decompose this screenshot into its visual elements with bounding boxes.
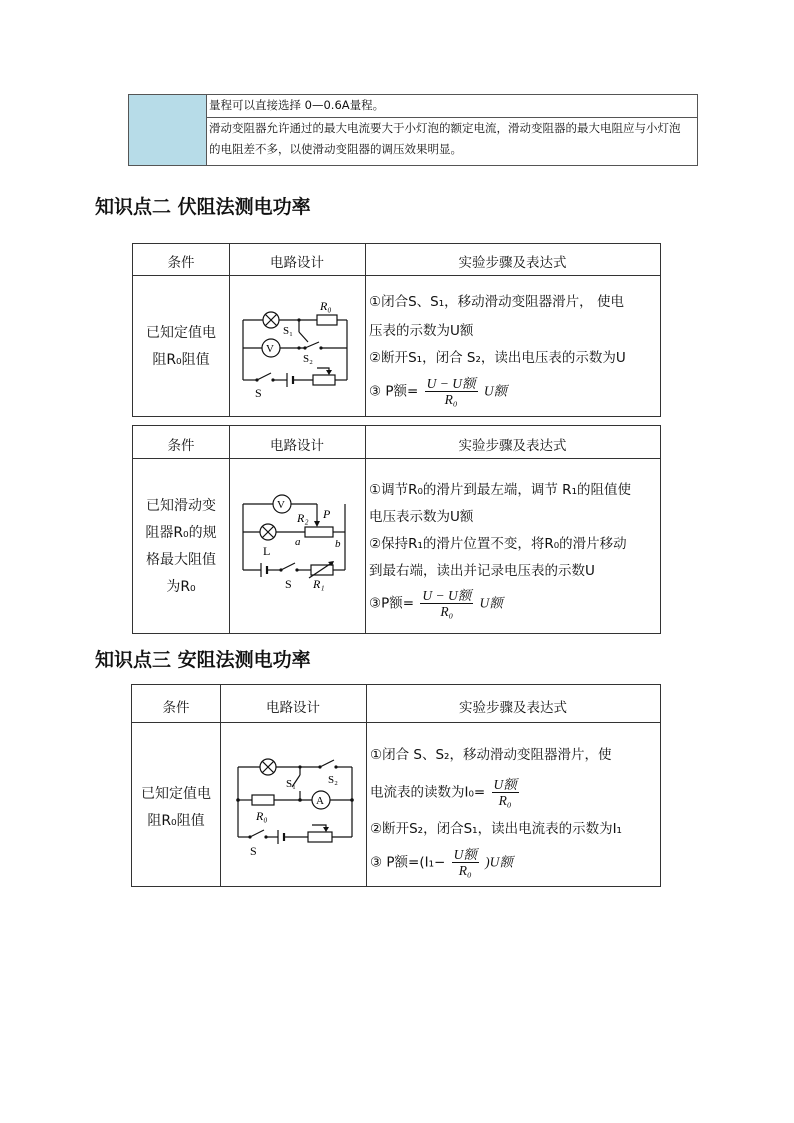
step-1a: ①闭合 S、S₂，移动滑动变阻器滑片，使 [370, 747, 612, 763]
header-steps: 实验步骤及表达式 [458, 438, 567, 454]
label-v: V [277, 499, 285, 511]
top-table-label-cell [129, 95, 207, 165]
header-circuit: 电路设计 [270, 438, 324, 454]
label-l: L [263, 544, 271, 558]
formula-fraction [452, 847, 479, 878]
formula-fraction [425, 376, 478, 407]
header-divider [133, 275, 660, 276]
label-v: V [266, 343, 274, 355]
condition-line: 阻R₀阻值 [147, 813, 205, 829]
label-s: S [250, 844, 257, 858]
label-s1: S₁ [286, 778, 296, 790]
condition-line: 格最大阻值 [146, 552, 216, 568]
formula-prefix: ③ P额= [369, 383, 419, 400]
label-a: a [295, 536, 301, 548]
section2-title: 知识点二 伏阻法测电功率 [95, 196, 311, 218]
header-condition: 条件 [162, 700, 190, 716]
voltmeter-table-1 [132, 243, 661, 417]
top-table [128, 94, 698, 166]
header-steps: 实验步骤及表达式 [458, 255, 567, 271]
ammeter-table [131, 684, 661, 887]
label-p: P [323, 507, 331, 521]
formula-fraction [492, 777, 519, 808]
formula-denominator: R₀ [458, 863, 472, 878]
step-2b: 到最右端，读出并记录电压表的示数U [369, 563, 595, 579]
circuit-diagram-3 [228, 731, 364, 861]
label-r0: R₀ [256, 809, 268, 823]
formula-suffix: U额 [483, 383, 508, 399]
condition-line: 阻器R₀的规 [145, 525, 217, 541]
condition-line: 为R₀ [166, 579, 196, 595]
section3-title: 知识点三 安阻法测电功率 [95, 649, 311, 671]
condition-line: 阻R₀阻值 [152, 352, 210, 368]
formula-denominator: R₀ [444, 392, 458, 407]
formula-prefix: 电流表的读数为I₀= [370, 784, 486, 801]
step-3-formula [369, 376, 507, 407]
formula-denominator: R₀ [440, 604, 454, 619]
header-steps: 实验步骤及表达式 [459, 700, 567, 716]
formula-prefix: ③P额= [369, 595, 415, 612]
step-2: ②断开S₂，闭合S₁，读出电流表的示数为I₁ [370, 821, 622, 837]
step-1b: 压表的示数为U额 [369, 323, 474, 339]
condition-cell [133, 320, 229, 374]
top-table-row2-line2: 的电阻差不多，以使滑动变阻器的调压效果明显。 [209, 142, 462, 156]
label-a: A [316, 795, 324, 807]
label-s: S [255, 386, 262, 400]
formula-numerator: U − U额 [422, 588, 472, 603]
label-s: S [285, 577, 292, 591]
condition-cell [132, 781, 220, 835]
header-divider [133, 458, 660, 459]
label-s1: S₁ [283, 325, 293, 337]
header-condition: 条件 [167, 438, 195, 454]
voltmeter-table-2 [132, 425, 661, 634]
top-table-row2-line1: 滑动变阻器允许通过的最大电流要大于小灯泡的额定电流，滑动变阻器的最大电阻应与小灯泡 [209, 121, 681, 135]
formula-suffix: )U额 [485, 854, 513, 870]
step-1b: 电压表示数为U额 [369, 509, 474, 525]
condition-line: 已知定值电 [146, 325, 216, 341]
condition-cell [133, 493, 229, 601]
step-3-formula [369, 588, 503, 619]
header-circuit: 电路设计 [266, 700, 320, 716]
formula-numerator: U − U额 [426, 376, 476, 391]
step-2: ②断开S₁，闭合 S₂，读出电压表的示数为U [369, 350, 626, 366]
step-3-formula [370, 847, 513, 878]
step-1b [370, 777, 521, 808]
condition-line: 已知滑动变 [146, 498, 216, 514]
formula-numerator: U额 [493, 777, 517, 792]
formula-numerator: U额 [453, 847, 477, 862]
formula-fraction [420, 588, 473, 619]
label-s2: S₂ [328, 774, 338, 786]
circuit-diagram-2 [233, 466, 361, 596]
header-circuit: 电路设计 [270, 255, 324, 271]
step-2a: ②保持R₁的滑片位置不变，将R₀的滑片移动 [369, 536, 627, 552]
label-r0: R₀ [320, 299, 332, 313]
label-r1: R₁ [313, 577, 325, 591]
condition-line: 已知定值电 [141, 786, 211, 802]
formula-suffix: U额 [479, 595, 503, 611]
header-condition: 条件 [167, 255, 195, 271]
header-divider [132, 722, 660, 723]
step-1a: ①闭合S、S₁，移动滑动变阻器滑片， 使电 [369, 294, 624, 310]
formula-denominator: R₀ [498, 793, 512, 808]
label-s2: S₂ [303, 353, 313, 365]
top-table-row1: 量程可以直接选择 0—0.6A量程。 [209, 98, 385, 112]
circuit-diagram-1 [233, 280, 361, 410]
step-1a: ①调节R₀的滑片到最左端，调节 R₁的阻值使 [369, 482, 631, 498]
formula-prefix: ③ P额=(I₁− [370, 854, 446, 871]
label-b: b [335, 538, 341, 550]
label-r2: R₂ [297, 511, 309, 525]
